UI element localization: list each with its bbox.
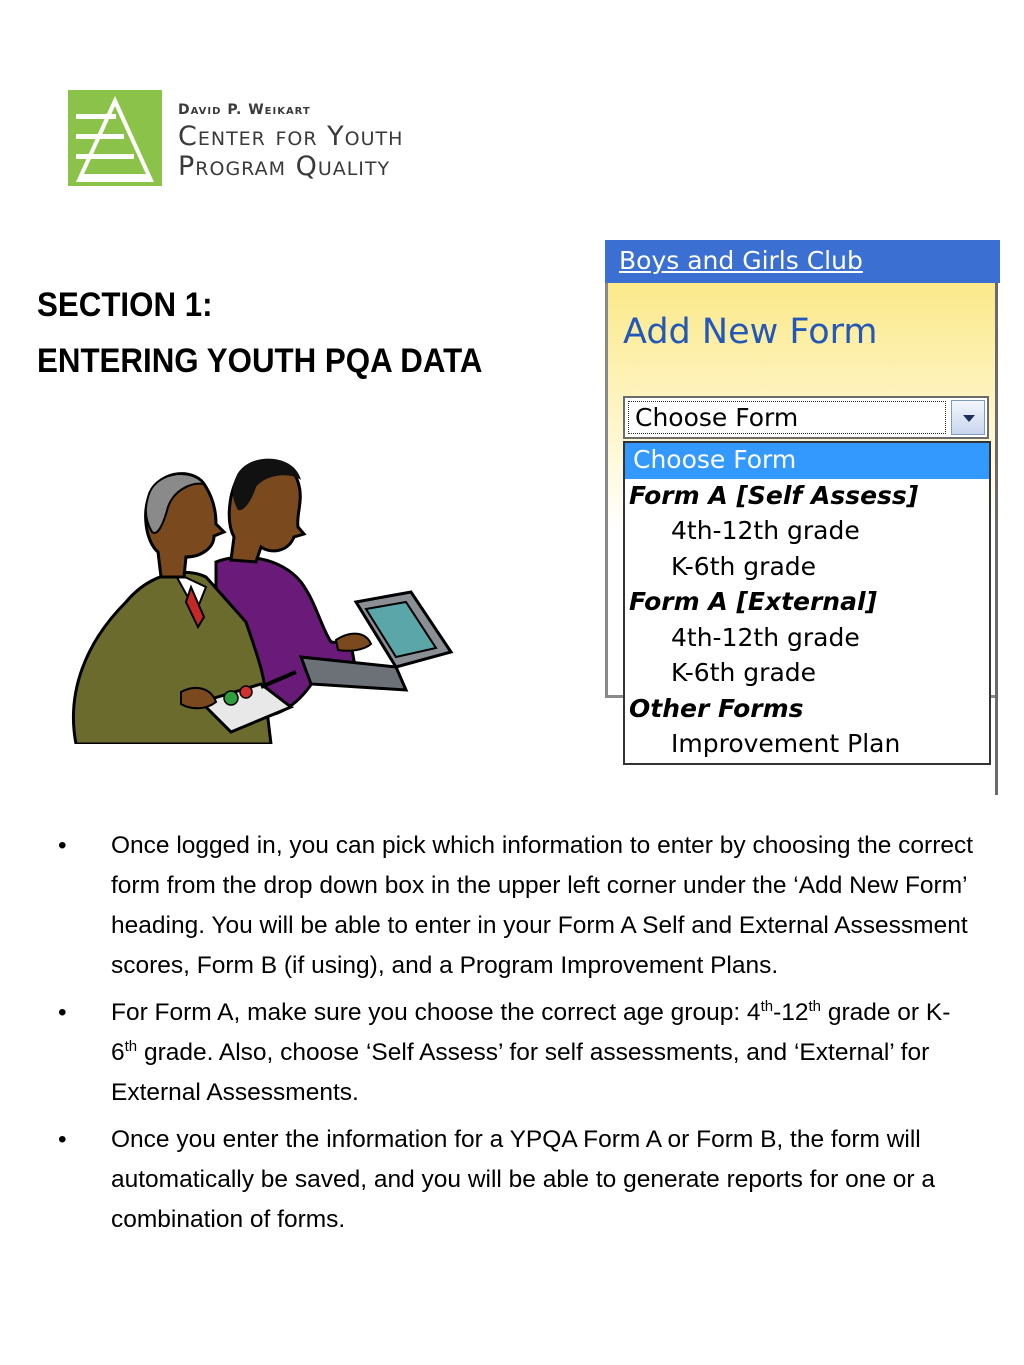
chevron-down-icon[interactable] (951, 400, 985, 435)
dropdown-option-external-k-6[interactable]: K-6th grade (671, 658, 817, 687)
logo-line-small: David P. Weikart (178, 102, 311, 118)
club-link[interactable]: Boys and Girls Club (619, 246, 863, 275)
dropdown-group-other: Other Forms (629, 694, 804, 723)
logo-line-2: Program Quality (178, 151, 391, 182)
bullet-2-part-1: For Form A, make sure you choose the correct age group: 4 (111, 999, 761, 1026)
bullet-2-part-4: grade. Also, choose ‘Self Assess’ for self assessments, and ‘External’ for External Assessments. (111, 1039, 930, 1106)
bullet-3-text: Once you enter the information for a YPQA Form A or Form B, the form will automatically be saved, and you will be able to generate reports for one or a combination of forms. (111, 1126, 935, 1233)
bullet-1-text: Once logged in, you can pick which information to enter by choosing the correct form from the drop down box in the upper left corner under the ‘Add New Form’ heading. You will be able to enter in your Form A Self and External Assessment scores, Form B (if using), and a Program Improvement Plans. (111, 832, 974, 979)
bullet-2-part-2: -12 (773, 999, 809, 1026)
section-title-line-1: SECTION 1: (37, 286, 213, 324)
logo-line-1: Center for Youth (178, 121, 404, 152)
pyramid-logo-icon (68, 90, 162, 186)
superscript-th: th (808, 997, 822, 1015)
dropdown-option-external-4-12[interactable]: 4th-12th grade (671, 623, 860, 652)
dropdown-option-improvement-plan[interactable]: Improvement Plan (671, 729, 901, 758)
dropdown-group-self-assess: Form A [Self Assess] (629, 481, 919, 510)
select-current-value: Choose Form (628, 401, 946, 434)
list-item (56, 993, 976, 1113)
section-title-line-2: ENTERING YOUTH PQA DATA (37, 342, 483, 380)
panel-header (605, 240, 1000, 283)
dropdown-group-external: Form A [External] (629, 587, 877, 616)
section-title (37, 277, 482, 389)
form-dropdown-list (623, 441, 991, 765)
people-laptop-clipart-icon (66, 452, 458, 744)
superscript-th: th (124, 1037, 138, 1055)
choose-form-select[interactable] (623, 396, 989, 439)
center-logo (68, 90, 558, 186)
list-item (56, 826, 976, 986)
panel-border (995, 283, 998, 795)
dropdown-option-choose-form[interactable]: Choose Form (625, 443, 989, 479)
dropdown-option-self-4-12[interactable]: 4th-12th grade (671, 516, 860, 545)
bullet-2-part-3: grade or K-6 (111, 999, 951, 1066)
add-new-form-heading: Add New Form (623, 312, 878, 352)
instruction-list (56, 826, 976, 1247)
superscript-th: th (760, 997, 774, 1015)
form-selector-panel (605, 240, 1000, 795)
logo-wordmark (178, 102, 403, 182)
dropdown-option-self-k-6[interactable]: K-6th grade (671, 552, 817, 581)
list-item (56, 1120, 976, 1240)
